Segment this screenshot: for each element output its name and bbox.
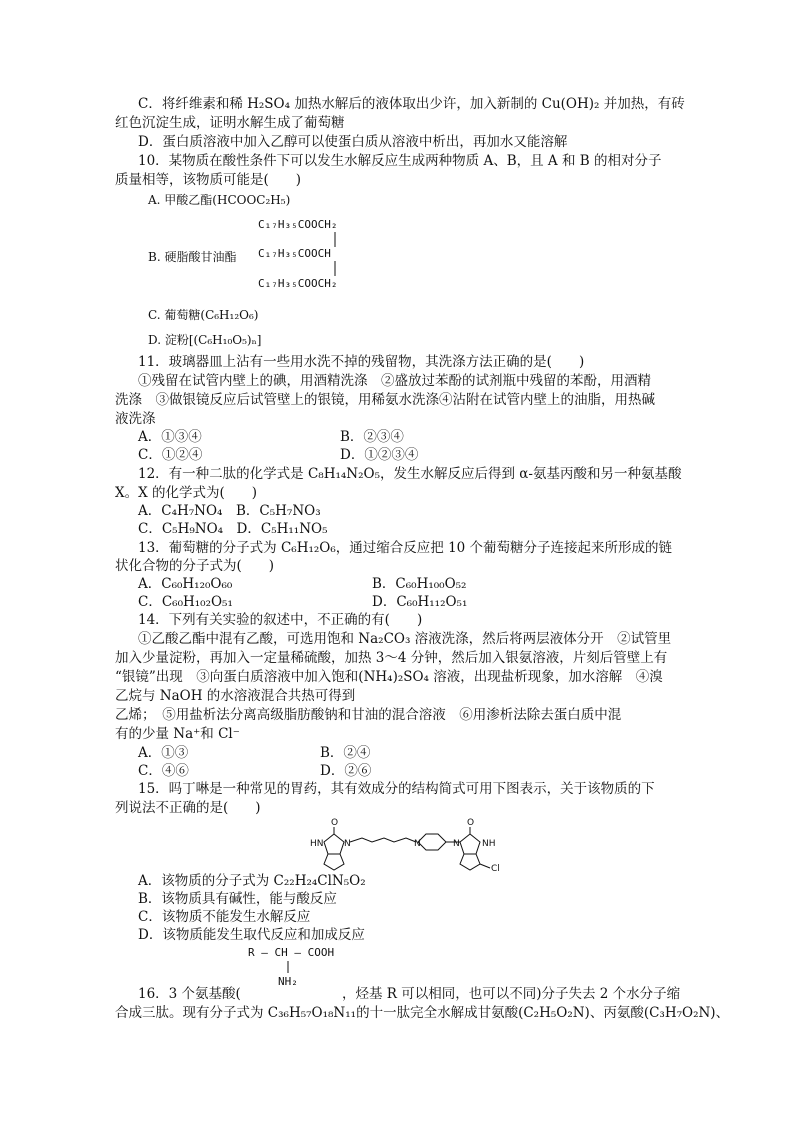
q10-option-a: A. 甲酸乙酯(HCOOC₂H₅) [148, 193, 291, 207]
q15-stem-cont: 列说法不正确的是( ) [115, 800, 261, 816]
q14-option-a: A．①③ [138, 745, 189, 761]
q11-option-d: D．①②③④ [340, 447, 419, 463]
q15-option-c: C．该物质不能发生水解反应 [138, 909, 311, 925]
q10-option-b: B. 硬脂酸甘油酯 [148, 250, 237, 264]
q14-item-2: 加入少量淀粉，再加入一定量稀硫酸，加热 3～4 分钟，然后加入银氨溶液，片刻后管壁上有 [115, 650, 668, 666]
q14-item-1: ①乙酸乙酯中混有乙酸，可选用饱和 Na₂CO₃ 溶液洗涤，然后将两层液体分开 ②试管里 [138, 631, 672, 647]
q14-item-5: 乙烯； ⑤用盐析法分离高级脂肪酸钠和甘油的混合溶液 ⑥用渗析法除去蛋白质中混 [115, 707, 622, 723]
q13-option-c: C．C₆₀H₁₀₂O₅₁ [138, 594, 233, 610]
q16-stem-start: 16．3 个氨基酸( [138, 986, 241, 1002]
q10-stem-cont: 质量相等，该物质可能是( ) [115, 172, 302, 188]
q13-stem-cont: 状化合物的分子式为( ) [115, 558, 275, 574]
q10-stem: 10．某物质在酸性条件下可以发生水解反应生成两种物质 A、B，且 A 和 B 的相对分子 [138, 153, 662, 169]
hn-left: HN [310, 839, 324, 849]
q15-option-d: D．该物质能发生取代反应和加成反应 [138, 927, 365, 943]
amino-acid-formula-bottom: NH₂ [278, 975, 298, 988]
q12-stem-cont: X。X 的化学式为( ) [115, 485, 258, 501]
amino-acid-formula-top: R — CH — COOH [248, 946, 335, 959]
glyceride-line-1: C₁₇H₃₅COOCH₂ [258, 218, 338, 231]
glyceride-bonds [330, 230, 340, 280]
q11-stem: 11．玻璃器皿上沾有一些用水洗不掉的残留物，其洗涤方法正确的是( ) [138, 354, 585, 370]
q16-stem-end: ，烃基 R 可以相同，也可以不同)分子失去 2 个水分子缩 [342, 986, 681, 1002]
q9-option-c: C．将纤维素和稀 H₂SO₄ 加热水解后的液体取出少许，加入新制的 Cu(OH)₂ 并加热，有砖 [138, 96, 685, 112]
domperidone-structure [310, 812, 530, 872]
q12-stem: 12．有一种二肽的化学式是 C₈H₁₄N₂O₅，发生水解反应后得到 α-氨基丙酸和另一种氨基酸 [138, 466, 682, 482]
q11-option-a: A．①③④ [138, 429, 202, 445]
n-piperidine: N [414, 839, 421, 849]
q10-option-d: D. 淀粉[(C₆H₁₀O₅)ₙ] [148, 333, 262, 347]
glyceride-line-3: C₁₇H₃₅COOCH₂ [258, 277, 338, 290]
q15-option-b: B．该物质具有碱性，能与酸反应 [138, 891, 337, 907]
q14-item-3: “银镜”出现 ③向蛋白质溶液中加入饱和(NH₄)₂SO₄ 溶液，出现盐析现象，加水溶解 ④溴 [115, 669, 663, 685]
q9-option-d: D．蛋白质溶液中加入乙醇可以使蛋白质从溶液中析出，再加水又能溶解 [138, 134, 568, 150]
q11-option-c: C．①②④ [138, 447, 203, 463]
n-right: N [453, 839, 460, 849]
q14-option-d: D．②⑥ [320, 763, 372, 779]
q13-option-a: A．C₆₀H₁₂₀O₆₀ [138, 576, 233, 592]
q11-option-b: B．②③④ [340, 429, 404, 445]
chloro-label: Cl [491, 864, 500, 872]
q11-item-3: 液洗涤 [115, 411, 156, 427]
q13-option-d: D．C₆₀H₁₁₂O₅₁ [372, 594, 468, 610]
q14-item-6: 有的少量 Na⁺和 Cl⁻ [115, 726, 240, 742]
q16-stem-cont: 合成三肽。现有分子式为 C₃₆H₅₇O₁₈N₁₁的十一肽完全水解成甘氨酸(C₂H₅O₂N)、丙氨酸(C₃H₇O₂N)、 [115, 1005, 730, 1021]
q12-options-cd: C．C₅H₉NO₄ D．C₅H₁₁NO₅ [138, 521, 328, 537]
q14-option-c: C．④⑥ [138, 763, 189, 779]
q12-options-ab: A．C₄H₇NO₄ B．C₅H₇NO₃ [138, 503, 321, 519]
q15-option-a: A．该物质的分子式为 C₂₂H₂₄ClN₅O₂ [138, 873, 366, 889]
q11-item-2: 洗涤 ③做银镜反应后试管壁上的银镜，用稀氨水洗涤④沾附在试管内壁上的油脂，用热碱 [115, 392, 655, 408]
q10-option-c: C. 葡萄糖(C₆H₁₂O₆) [148, 308, 259, 322]
q14-stem: 14．下列有关实验的叙述中，不正确的有( ) [138, 612, 423, 628]
q13-stem: 13．葡萄糖的分子式为 C₆H₁₂O₆，通过缩合反应把 10 个葡萄糖分子连接起来所形成的链 [138, 540, 673, 556]
q14-item-4: 乙烷与 NaOH 的水溶液混合共热可得到 [115, 688, 356, 704]
carbonyl-o-left: O [331, 818, 339, 828]
amino-acid-bond [285, 960, 291, 974]
n-left: N [344, 839, 351, 849]
nh-right: NH [482, 839, 496, 849]
carbonyl-o-right: O [467, 818, 475, 828]
q15-stem: 15．吗丁啉是一种常见的胃药，其有效成分的结构简式可用下图表示，关于该物质的下 [138, 781, 655, 797]
q11-item-1: ①残留在试管内壁上的碘，用酒精洗涤 ②盛放过苯酚的试剂瓶中残留的苯酚，用酒精 [138, 373, 651, 389]
q9-option-c-cont: 红色沉淀生成，证明水解生成了葡萄糖 [115, 115, 345, 131]
q13-option-b: B．C₆₀H₁₀₀O₅₂ [372, 576, 467, 592]
q14-option-b: B．②④ [320, 745, 371, 761]
glyceride-line-2: C₁₇H₃₅COOCH [258, 247, 331, 260]
